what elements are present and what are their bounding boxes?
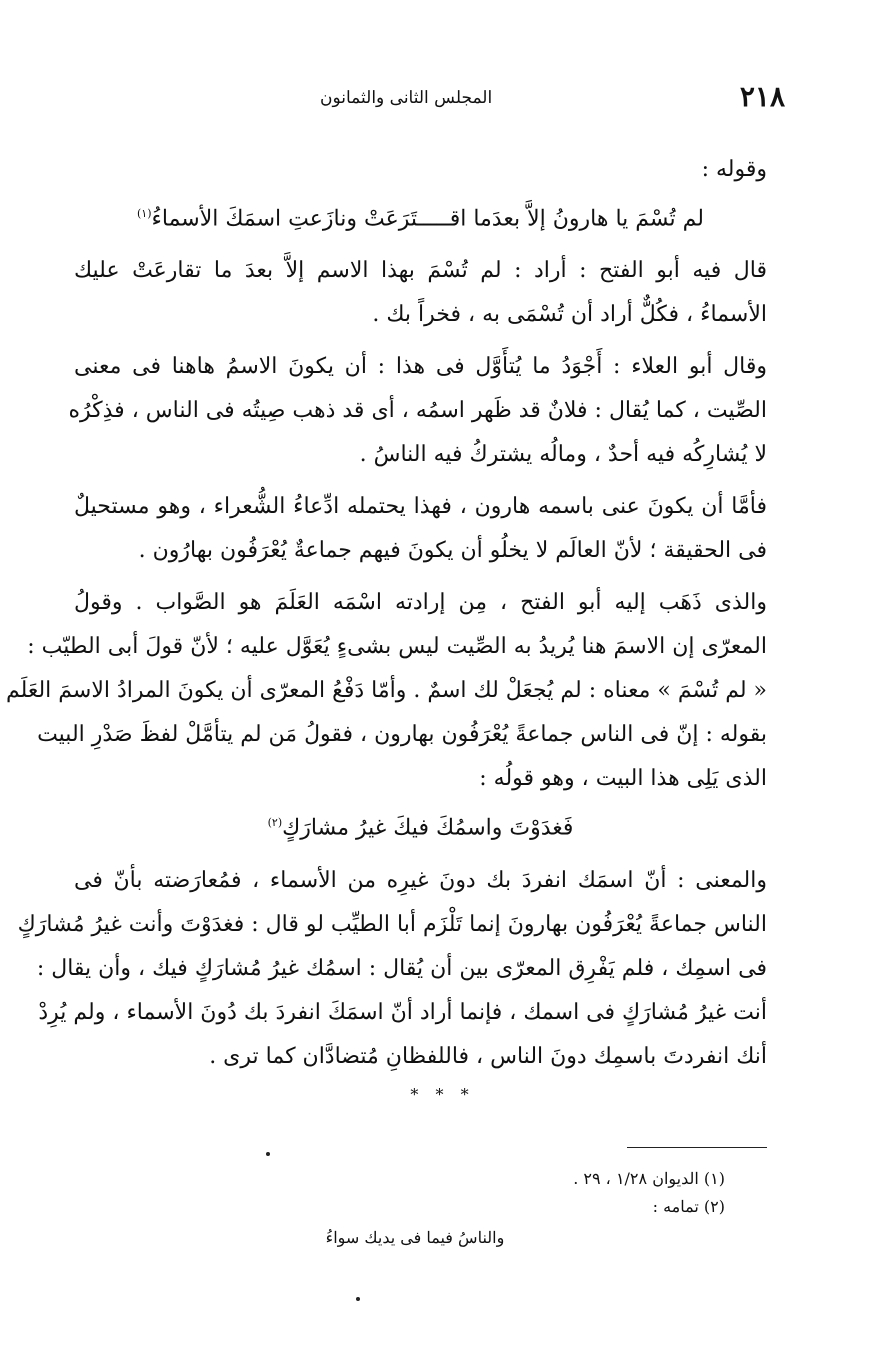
text-line: أنك انفردتَ باسمِك دونَ الناس ، فاللفظانِ مُتضادَّان كما ترى .: [209, 1043, 767, 1069]
footnote-divider: [627, 1147, 767, 1148]
text-line: أنت غيرُ مُشارَكٍ فى اسمك ، فإنما أراد أنّ اسمَكَ انفردَ بك دُونَ الأسماء ، ولم يُرِدْ: [38, 999, 767, 1025]
footnote-mark: (١): [137, 207, 152, 220]
text-line: المعرّى إن الاسمَ هنا يُريدُ به الصِّيت ليس بشىءٍ يُعَوَّل عليه ؛ لأنّ قولَ أبى الطيّب :: [27, 634, 767, 660]
text-line: قال فيه أبو الفتح : أراد : لم تُسْمَ بهذا الاسم إلاَّ بعدَ ما تقارعَتْ عليك: [74, 258, 767, 284]
footnote-item: (١) الديوان ١/٢٨ ، ٢٩ .: [573, 1169, 725, 1188]
main-text: [5, 148, 767, 1079]
verse-text: لم تُسْمَ يا هارونُ إلاَّ بعدَما اقـــــتَرَعَتْ ونازَعتِ اسمَكَ الأسماءُ: [151, 206, 704, 232]
verse-line: [74, 801, 767, 850]
page-header: [320, 80, 785, 120]
verse-line: [74, 192, 767, 241]
footnotes: [360, 1165, 725, 1221]
text-line: وقوله :: [701, 157, 767, 182]
page-number: ٢١٨: [739, 80, 785, 113]
text-line: والذى ذَهَب إليه أبو الفتح ، مِن إرادته اسْمَه العَلَمَ هو الصَّواب . وقولُ: [74, 590, 767, 616]
text-line: الذى يَلِى هذا البيت ، وهو قولُه :: [479, 766, 767, 792]
text-line: فى اسمِك ، فلم يَفْرِق المعرّى بين أن يُقال : اسمُك غيرُ مُشارَكٍ فيك ، وأن يقال :: [36, 955, 767, 981]
running-title: المجلس الثانى والثمانون: [320, 88, 493, 108]
footnote-item: (٢) تمامه :: [652, 1197, 725, 1216]
text-line: بقوله : إنّ فى الناس جماعةً يُعْرَفُون بهارون ، فقولُ مَن لم يتأمَّلْ لفظَ صَدْرِ البيت: [37, 722, 767, 748]
text-line: « لم تُسْمَ » معناه : لم يُجعَلْ لك اسمٌ . وأمّا دَفْعُ المعرّى أن يكونَ المرادُ الاسمَ العَلَم: [5, 678, 767, 704]
ink-speck: [356, 1297, 360, 1301]
section-separator: * * *: [410, 1085, 475, 1104]
footnote-mark: (٢): [267, 816, 283, 830]
text-line: وقال أبو العلاء : أَجْوَدُ ما يُتأَوَّل فى هذا : أن يكونَ الاسمُ هاهنا فى معنى: [74, 354, 767, 380]
text-line: والمعنى : أنّ اسمَك انفردَ بك دونَ غيرِه من الأسماء ، فمُعارَضته بأنّ فى: [74, 867, 767, 893]
text-line: فى الحقيقة ؛ لأنّ العالَم لا يخلُو أن يكونَ فيهم جماعةٌ يُعْرَفُون بهارُون .: [138, 538, 767, 564]
text-line: الصِّيت ، كما يُقال : فلانٌ قد ظَهر اسمُه ، أى قد ذهب صِيتُه فى الناس ، فذِكْرُه: [68, 398, 767, 424]
footnote-verse: والناسُ فيما فى يديك سواءُ: [325, 1228, 505, 1247]
text-line: الأسماءُ ، فكُلٌّ أراد أن تُسْمَى به ، فخراً بك .: [372, 302, 767, 328]
verse-text: فَغدَوْتَ واسمُكَ فيكَ غيرُ مشارَكٍ: [282, 815, 574, 841]
text-line: الناس جماعةً يُعْرَفُون بهارونَ إنما تَلْزَم أبا الطيِّب لو قال : فغدَوْتَ وأنت غيرُ مُشارَكٍ: [17, 911, 767, 937]
ink-speck: [266, 1152, 270, 1156]
text-line: لا يُشارِكُه فيه أحدٌ ، ومالُه يشتركُ فيه الناسُ .: [359, 442, 767, 468]
text-line: فأمَّا أن يكونَ عنى باسمه هارون ، فهذا يحتمله ادِّعاءُ الشُّعراء ، وهو مستحيلٌ: [74, 494, 767, 520]
